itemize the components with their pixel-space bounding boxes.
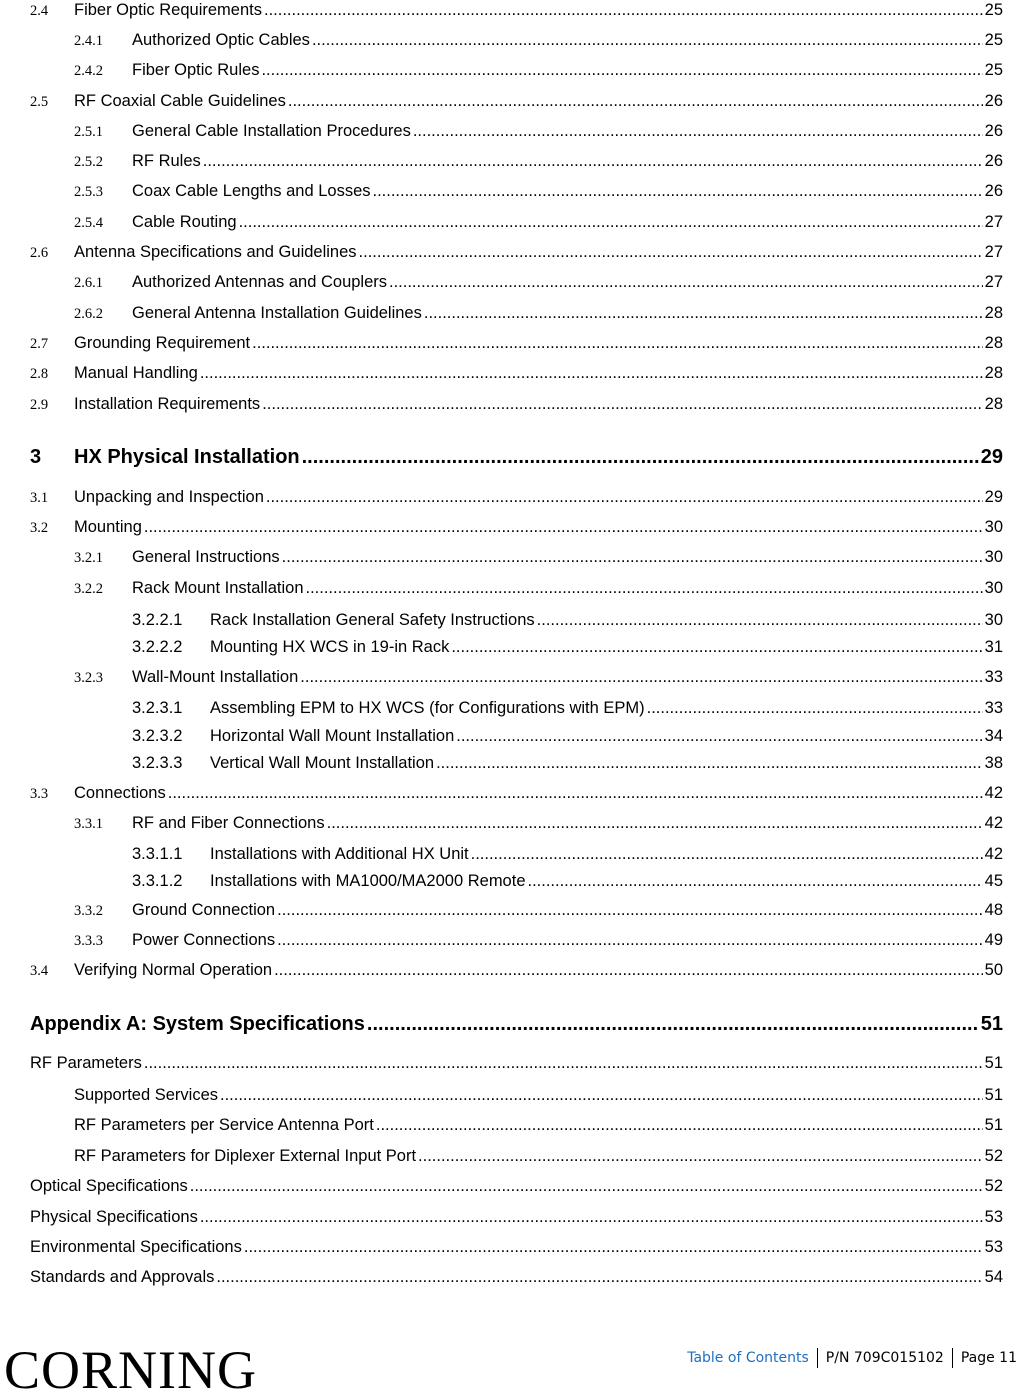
dot-leader: [436, 753, 983, 773]
toc-entry[interactable]: [74, 900, 1003, 921]
toc-entry-title: Rack Installation General Safety Instructions: [210, 611, 535, 629]
dot-leader: [528, 871, 983, 891]
toc-entry-page: 51: [984, 1116, 1003, 1134]
toc-entry-page: 52: [984, 1177, 1003, 1195]
toc-entry[interactable]: [30, 1176, 1003, 1196]
toc-entry-page: 27: [984, 213, 1003, 231]
dot-leader: [282, 547, 983, 567]
dot-leader: [252, 333, 983, 353]
toc-entry-title: Installation Requirements: [74, 395, 261, 413]
toc-entry-page: 30: [984, 579, 1003, 597]
toc-entry[interactable]: [74, 930, 1003, 951]
toc-entry[interactable]: [132, 844, 1003, 864]
toc-entry-number: 2.5.2: [74, 154, 103, 170]
dot-leader: [389, 272, 983, 292]
toc-entry[interactable]: [132, 637, 1003, 657]
toc-entry-number: 3.1: [30, 490, 49, 506]
toc-entry-title: Ground Connection: [132, 901, 276, 919]
page-footer: [687, 1348, 1017, 1368]
toc-entry[interactable]: [74, 667, 1003, 688]
toc-entry-number: 3.2: [30, 520, 49, 536]
dot-leader: [277, 900, 983, 920]
dot-leader: [274, 960, 983, 980]
toc-entry-number: 2.5.4: [74, 215, 103, 231]
toc-entry[interactable]: [74, 1085, 1003, 1105]
toc-entry[interactable]: [74, 303, 1003, 324]
toc-entry-title: Assembling EPM to HX WCS (for Configurations with EPM): [210, 699, 645, 717]
toc-entry-title: General Cable Installation Procedures: [132, 122, 411, 140]
toc-entry-title: Environmental Specifications: [30, 1238, 242, 1256]
toc-entry-number: 3.4: [30, 963, 49, 979]
toc-entry-page: 30: [984, 611, 1003, 629]
dot-leader: [300, 667, 982, 687]
toc-chapter-entry[interactable]: [30, 447, 1003, 467]
toc-entry[interactable]: [30, 1237, 1003, 1257]
toc-entry-number: 2.5.1: [74, 124, 103, 140]
toc-entry-title: Antenna Specifications and Guidelines: [74, 243, 357, 261]
toc-entry-number: 3.2.3: [74, 670, 103, 686]
toc-entry[interactable]: [30, 960, 1003, 981]
toc-entry[interactable]: [30, 91, 1003, 112]
toc-entry-title: Coax Cable Lengths and Losses: [132, 182, 371, 200]
toc-entry-title: RF Parameters for Diplexer External Input Port: [74, 1147, 417, 1165]
toc-entry-title: Installations with MA1000/MA2000 Remote: [210, 872, 526, 890]
dot-leader: [413, 121, 983, 141]
toc-entry[interactable]: [74, 60, 1003, 81]
dot-leader: [359, 242, 983, 262]
toc-entry-title: Mounting HX WCS in 19-in Rack: [210, 638, 450, 656]
toc-entry-title: RF and Fiber Connections: [132, 814, 325, 832]
toc-entry[interactable]: [74, 212, 1003, 233]
toc-entry[interactable]: [74, 578, 1003, 599]
toc-entry-title: Supported Services: [74, 1086, 218, 1104]
toc-entry-page: 28: [984, 364, 1003, 382]
toc-entry-title: Mounting: [74, 518, 142, 536]
toc-entry-title: Optical Specifications: [30, 1177, 188, 1195]
toc-entry-page: 51: [984, 1054, 1003, 1072]
dot-leader: [327, 813, 983, 833]
toc-entry-number: 3.3.3: [74, 933, 103, 949]
toc-entry[interactable]: [30, 1267, 1003, 1287]
toc-entry-number: 3.2.1: [74, 550, 103, 566]
toc-entry-page: 25: [984, 61, 1003, 79]
toc-entry-number: 2.4.2: [74, 63, 103, 79]
toc-entry-page: 26: [984, 152, 1003, 170]
toc-entry[interactable]: [74, 547, 1003, 568]
dot-leader: [418, 1146, 983, 1166]
dot-leader: [456, 726, 982, 746]
dot-leader: [239, 212, 983, 232]
toc-chapter-entry[interactable]: [30, 1014, 1003, 1034]
toc-entry-title: RF Rules: [132, 152, 201, 170]
toc-entry-title: Fiber Optic Rules: [132, 61, 260, 79]
toc-entry-number: 3.2.3.1: [132, 699, 183, 717]
toc-entry[interactable]: [132, 610, 1003, 630]
toc-entry-number: 3: [30, 446, 42, 468]
toc-entry-title: RF Parameters per Service Antenna Port: [74, 1116, 374, 1134]
toc-entry[interactable]: [74, 813, 1003, 834]
toc-entry[interactable]: [30, 242, 1003, 263]
dot-leader: [451, 637, 982, 657]
dot-leader: [537, 610, 983, 630]
toc-entry-page: 30: [984, 518, 1003, 536]
toc-entry[interactable]: [30, 783, 1003, 804]
toc-entry-title: RF Parameters: [30, 1054, 142, 1072]
toc-entry-number: 3.3.1: [74, 816, 103, 832]
toc-entry-page: 27: [984, 243, 1003, 261]
toc-entry-page: 26: [984, 92, 1003, 110]
toc-entry-title: Cable Routing: [132, 213, 237, 231]
toc-entry-page: 28: [984, 304, 1003, 322]
toc-entry-page: 53: [984, 1208, 1003, 1226]
dot-leader: [373, 181, 983, 201]
toc-entry-page: 51: [984, 1086, 1003, 1104]
toc-entry[interactable]: [74, 30, 1003, 51]
toc-entry-number: 2.6.1: [74, 275, 103, 291]
toc-entry-page: 42: [984, 814, 1003, 832]
dot-leader: [200, 1207, 983, 1227]
toc-entry-page: 29: [980, 446, 1003, 468]
toc-entry-number: 2.5.3: [74, 184, 103, 200]
toc-entry-number: 2.4: [30, 3, 49, 19]
toc-entry-page: 26: [984, 122, 1003, 140]
toc-entry[interactable]: [30, 517, 1003, 538]
toc-entry-page: 33: [984, 668, 1003, 686]
toc-entry[interactable]: [74, 1146, 1003, 1166]
toc-entry-number: 2.8: [30, 366, 49, 382]
toc-entry-title: Authorized Optic Cables: [132, 31, 310, 49]
dot-leader: [376, 1115, 983, 1135]
dot-leader: [471, 844, 983, 864]
toc-entry-number: 2.7: [30, 336, 49, 352]
dot-leader: [216, 1267, 982, 1287]
dot-leader: [306, 578, 983, 598]
dot-leader: [266, 487, 983, 507]
toc-entry[interactable]: [30, 363, 1003, 384]
toc-entry-page: 25: [984, 1, 1003, 19]
toc-entry[interactable]: [74, 181, 1003, 202]
footer-divider: [817, 1348, 818, 1368]
toc-entry-number: 3.3: [30, 786, 49, 802]
toc-entry-number: 3.2.2.2: [132, 638, 183, 656]
toc-entry-number: 3.2.3.2: [132, 727, 183, 745]
toc-entry-title: Verifying Normal Operation: [74, 961, 273, 979]
toc-entry-title: Fiber Optic Requirements: [74, 1, 262, 19]
dot-leader: [261, 60, 982, 80]
dot-leader: [220, 1085, 983, 1105]
footer-part-number: P/N 709C015102: [825, 1350, 944, 1366]
toc-entry[interactable]: [132, 753, 1003, 773]
toc-entry-title: Wall-Mount Installation: [132, 668, 299, 686]
toc-entry-page: 49: [984, 931, 1003, 949]
toc-entry-title: Connections: [74, 784, 166, 802]
toc-entry-page: 30: [984, 548, 1003, 566]
toc-entry[interactable]: [30, 1053, 1003, 1073]
toc-entry-title: Manual Handling: [74, 364, 198, 382]
toc-entry-page: 48: [984, 901, 1003, 919]
toc-entry-title: General Antenna Installation Guidelines: [132, 304, 422, 322]
toc-entry-title: General Instructions: [132, 548, 280, 566]
toc-entry-number: 2.6: [30, 245, 49, 261]
toc-entry-title: Physical Specifications: [30, 1208, 198, 1226]
toc-entry[interactable]: [132, 698, 1003, 718]
dot-leader: [190, 1176, 983, 1196]
toc-entry-title: Unpacking and Inspection: [74, 488, 264, 506]
toc-entry-number: 3.3.1.2: [132, 872, 183, 890]
toc-entry-number: 3.2.2: [74, 581, 103, 597]
dot-leader: [312, 30, 983, 50]
toc-entry-page: 34: [984, 727, 1003, 745]
toc-entry-number: 2.4.1: [74, 33, 103, 49]
toc-entry-page: 53: [984, 1238, 1003, 1256]
toc-entry-page: 51: [980, 1013, 1003, 1035]
toc-entry[interactable]: [132, 726, 1003, 746]
toc-entry-number: 3.3.2: [74, 903, 103, 919]
toc-entry-page: 29: [984, 488, 1003, 506]
dot-leader: [244, 1237, 983, 1257]
toc-entry-title: RF Coaxial Cable Guidelines: [74, 92, 286, 110]
toc-entry[interactable]: [30, 394, 1003, 415]
toc-entry[interactable]: [30, 333, 1003, 354]
dot-leader: [288, 91, 983, 111]
toc-entry-title: Installations with Additional HX Unit: [210, 845, 469, 863]
dot-leader: [277, 930, 983, 950]
toc-entry[interactable]: [30, 1207, 1003, 1227]
toc-entry-page: 27: [984, 273, 1003, 291]
toc-entry[interactable]: [132, 871, 1003, 891]
dot-leader: [302, 447, 979, 467]
toc-entry-title: Horizontal Wall Mount Installation: [210, 727, 455, 745]
footer-section-link[interactable]: Table of Contents: [687, 1350, 809, 1366]
dot-leader: [424, 303, 983, 323]
toc-entry-title: Power Connections: [132, 931, 276, 949]
toc-entry-title: Authorized Antennas and Couplers: [132, 273, 388, 291]
toc-entry-page: 28: [984, 395, 1003, 413]
toc-entry-page: 54: [984, 1268, 1003, 1286]
toc-entry-number: 2.5: [30, 94, 49, 110]
toc-entry[interactable]: [74, 272, 1003, 293]
toc-entry[interactable]: [30, 0, 1003, 21]
dot-leader: [262, 394, 982, 414]
toc-entry-page: 26: [984, 182, 1003, 200]
toc-entry[interactable]: [74, 121, 1003, 142]
toc-entry-number: 3.2.2.1: [132, 611, 183, 629]
toc-entry-number: 3.2.3.3: [132, 754, 183, 772]
toc-entry-page: 42: [984, 784, 1003, 802]
dot-leader: [203, 151, 983, 171]
toc-entry[interactable]: [74, 151, 1003, 172]
footer-page-number: Page 11: [960, 1350, 1017, 1366]
toc-entry-page: 50: [984, 961, 1003, 979]
toc-entry-title: Vertical Wall Mount Installation: [210, 754, 435, 772]
dot-leader: [200, 363, 983, 383]
toc-entry-page: 25: [984, 31, 1003, 49]
toc-entry-number: 2.6.2: [74, 306, 103, 322]
toc-entry[interactable]: [74, 1115, 1003, 1135]
toc-entry-page: 33: [984, 699, 1003, 717]
toc-entry-title: Standards and Approvals: [30, 1268, 215, 1286]
toc-entry-title: Rack Mount Installation: [132, 579, 304, 597]
corning-logo: CORNING: [4, 1340, 258, 1400]
toc-entry-page: 52: [984, 1147, 1003, 1165]
toc-entry-page: 28: [984, 334, 1003, 352]
dot-leader: [647, 698, 983, 718]
toc-entry-page: 45: [984, 872, 1003, 890]
dot-leader: [144, 517, 983, 537]
toc-entry-page: 38: [984, 754, 1003, 772]
dot-leader: [144, 1053, 983, 1073]
dot-leader: [168, 783, 983, 803]
toc-entry-title: Grounding Requirement: [74, 334, 251, 352]
toc-entry-number: 3.3.1.1: [132, 845, 183, 863]
toc-entry-page: 31: [984, 638, 1003, 656]
toc-entry-title: Appendix A: System Specifications: [30, 1013, 365, 1035]
toc-entry-title: HX Physical Installation: [74, 446, 300, 468]
toc-entry-page: 42: [984, 845, 1003, 863]
toc-entry[interactable]: [30, 487, 1003, 508]
dot-leader: [367, 1014, 979, 1034]
dot-leader: [264, 0, 983, 20]
toc-entry-number: 2.9: [30, 397, 49, 413]
footer-divider: [952, 1348, 953, 1368]
